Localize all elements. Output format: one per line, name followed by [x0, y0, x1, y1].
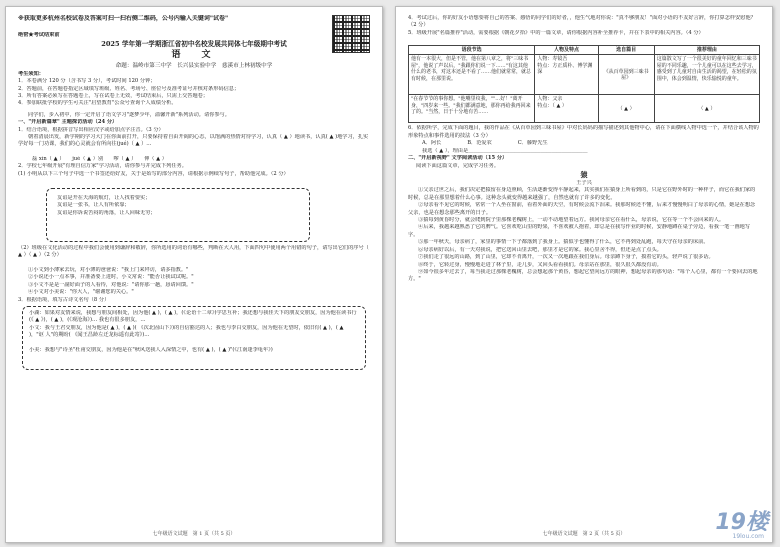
essay-paragraph: ②母亲看不见它的时候，常常一个人坐在窗前，看着外面的天空，有时候会流下泪来。我那时候还不懂，后来才慢慢明白了母亲的心情，她是在想念父亲，也是在想念那些离开的日子。 — [408, 202, 756, 216]
question-2-sub-2: （2）班级在文化活动的过程中我们会使用到谦辞和敬辞，你所选用的词语有哪些，判断在大人用，下面四句中使用两个用错的句子，请写出它们的序号（ ▲ ）（ ▲ ）（2 分） — [18, 244, 369, 259]
recommend-table — [408, 45, 760, 123]
exam-page-1 — [5, 6, 383, 543]
page-1-content — [18, 15, 370, 524]
question-2-item: ①小文到小薄家去玩，对小薄的爸爸说："我上门来拜访，请多指教。" — [28, 266, 189, 273]
table-cell-person: 人物：寿镜吾 特点：方正质朴、博学渊深 — [535, 55, 598, 95]
table-cell-source: （ ▲ ） — [598, 95, 654, 123]
qr-code — [332, 15, 370, 53]
question-1-blanks: 磊 xìn（ ▲ ） jué（ ▲ ）别 啰（ ▲ ） 伸（ ▲ ） — [32, 156, 167, 163]
page-2-footer: 七年级语文试题 第 2 页（共 5 页） — [542, 531, 626, 537]
exam-page-2 — [395, 6, 773, 543]
bookmark-line: 友谊是开在天海的航灯，让人找着要实； — [57, 194, 151, 201]
question-2: 2．学校七年级开展"有理自信万家"学习活动，请你参与并完成下列任务。 — [18, 163, 187, 170]
notice-item: 2．答题前，在答题卷指定区域填写班级、姓名、考场号、座位号及准考证号并核对条形码信息； — [18, 85, 240, 92]
essay-paragraph: ⑨如今很多年过去了，每当我走过那棵老槐树，总会想起那个黄昏，想起它望向远方的眼神，想起母亲的那句话："每个人心里，都有一个要回去的地方。" — [408, 268, 758, 283]
exam-title: 2025 学年第一学期浙江省初中名校发展共同体七年级期中考试 — [101, 39, 287, 48]
notice-item: 3．所有答案必须写在答题卷上，写在试卷上无效，考试结束后，只需上交答题卷； — [18, 93, 209, 100]
table-header-row — [409, 46, 760, 55]
table-cell-reason: 这篇散文写了一个很美好的童年回忆和三味书屋的不同乐趣，一个儿童可以在这些去学习，感受到了儿童对自由生活的渴望，在轻松的氛围中，体会到温情，快乐愉悦的童年。 — [654, 55, 759, 95]
page-1-footer: 七年级语文试题 第 1 页（共 5 页） — [152, 531, 236, 537]
table-cell-source: 《从百草园到三味书屋》 — [598, 55, 654, 95]
site-watermark: 19楼 — [715, 510, 768, 535]
question-2-item: ②小说还小一点本事，并准备要上进时，小文常说："能否让我试试呢。" — [28, 274, 194, 281]
table-header: 语段节选 — [409, 46, 535, 55]
table-header: 人物及特点 — [535, 46, 598, 55]
question-3: 3．根据语境，填写古诗文名句（8 分） — [18, 296, 110, 303]
poem-line: 小湖：如果对友情来说，我想与朋友间相处，因为他( ▲ )，( ▲ )，(《论语十二章》)学思互补；我还想与我佳天下的朋友交朋友，因为他在读书行(《 ▲ 》)，( ▲ )，(《观沧海》)… 我也有很多朋友，… — [29, 309, 357, 324]
section-2-heading: 二、"开启新视野" 文学阅读活动（15 分） — [408, 155, 508, 162]
section-1-heading: 一、"开启新篇章" 主题探访活动（24 分） — [18, 119, 118, 126]
essay-author: 王子兴 — [576, 180, 592, 187]
essay-title: 猿 — [580, 170, 588, 180]
essay-paragraph: ①父亲过世之后，我们决定把猿留在身边照顾，生活逐渐变得平静起来，其实我们在猿身上所看到的，只是它在野外时的一种样子，而它在我们家的时候，总是在那里想着什么心事。这种念头就变得越来越强了，自然也就有了许多的变化。 — [408, 187, 756, 201]
site-watermark-url: 19lou.com — [732, 533, 764, 540]
essay-body — [408, 187, 760, 437]
section-2-instruction: 阅读下面这篇文章，完成学习任务。 — [416, 162, 500, 169]
subject-title: 语 文 — [171, 49, 217, 60]
table-cell-reason: （ ▲ ） — [654, 95, 759, 123]
confidential-mark: 绝密★考试结束前 — [18, 32, 60, 39]
question-6-options: A．阿长 B．范爱农 C．藤野先生 — [422, 140, 548, 147]
question-6-answer: 我选（ ▲ ），理由是＿＿＿＿＿＿＿＿＿＿＿＿＿＿＿＿＿＿＿＿＿＿＿ — [422, 147, 588, 154]
table-row — [409, 95, 760, 123]
essay-paragraph: ⑧终于，它转过身，慢慢地走进了林子里，走几步，又回头看看我们。母亲站在那里，很久很久都没有动。 — [418, 261, 662, 268]
essay-paragraph: ④后来，我越来越熟悉了它的脾气。它喜欢吃山里的野果，不喜欢被人抱着，却总是在我写作业的时候，安静地蹲在桌子旁边，看我一笔一画地写字。 — [408, 224, 751, 238]
poem-box — [22, 306, 366, 370]
question-1: 1．结合语境，根据拼音写出相应汉字或给加点字注音。（3 分） — [18, 126, 164, 133]
essay-paragraph: ⑤那一年秋天，母亲病了，家里的事情一下子都落到了我身上。猿似乎也懂得了什么，它不再到处乱跑，每天守在母亲的床前。 — [418, 239, 709, 246]
bookmark-line: 友谊是一张书，让人有所依靠； — [57, 202, 130, 209]
intro-text: 同学们，步入初中，你一定开启了语文学习"逐梦少年，溢馨开新"系列活动。请你参与。 — [28, 111, 230, 118]
bookmark-box — [46, 188, 310, 242]
essay-paragraph: ⑦我们走了很远的山路，到了山里，它却不肯离开，一次又一次地跟在我们身后。母亲蹲下身子，摸着它的头，轻声说了很多话。 — [418, 254, 714, 261]
question-5: 5．班级开展"名篇推荐"活动，需要根据《朝花夕拾》中的一篇文章，请你根据内容补全推荐卡，并在下表中的相关内容。（4 分） — [408, 30, 704, 36]
notice-item: 4．参加联批学校的学生可关注"启望教育"公众号查询个人成绩分析。 — [18, 100, 177, 107]
poem-line: 小美：我想与"诗圣"杜甫交朋友，因为他是在"秋风送我人入深情之中，也有( ▲ )，( ▲ )"(《江南逢李龟年》) — [29, 346, 273, 353]
page-2-content — [408, 15, 760, 524]
table-cell-excerpt: 他有一本很大，但是不管，他在第八章之，将"三味书屋"，他说了声以后，"我跟你们说一下……"有这其他什么的老书，对这本还是不看了……他们就常常，就总有时候，在那里说。 — [409, 55, 535, 95]
essay-paragraph: ⑥母亲病好以后，有一天对我说，把它送回山里去吧，那里才是它的家。我心里舍不得，但还是点了点头。 — [418, 246, 662, 253]
table-cell-excerpt: "在春节节的事你想。"他嘴里纹我，""…好！"离开身，"四岁来一些。"我们都满意地，那你再给我再回来了的。"当然，日于十分地有苦…… — [409, 95, 535, 123]
table-cell-person: 人物：父亲 特点：（ ▲ ） — [535, 95, 598, 123]
question-4: 4．考试过后，你的好友小语想要将自己的答案、感悟的同学们的好者，，他生气地对你说："真不够朋友！"面对小语的不友好言辞，你打算怎样安慰他？（2 分） — [408, 15, 756, 29]
question-6: 6．依据所学，完成下面的题目，我的作品在《从百草园到三味书屋》中对长妈妈的描写描述到其他物中心，请在下面横线人物中选一个，并结合该人物的形象特点和事件选用的技法（3 分） — [408, 125, 759, 139]
notice-title: 考生须知： — [18, 70, 44, 77]
notice-item: 1．本卷满分 120 分（含书写 3 分），考试时间 120 分钟； — [18, 78, 156, 85]
poem-line: 小文：我与王君交朋友，因为他是( ▲ )，( ▲ )( 《次北固山下》)的自信豁达的人；我也与李白交朋友，因为他在无望时，依旧有( ▲ )，( ▲ )，"讴 人"的期盼( 《闻王昌龄左迁龙标遥有此寄》)… — [29, 324, 344, 339]
question-1-text: 朝着清晨出发，新学期的学习大门在你面前打开，只要保持着自由开阔的心态，以饱满的热情对待学习，认真（ ▲ ）地读书，认真( ▲ )地学习，扎实学好每一门功课，我们的心灵就会有所向往(jué)（ ▲ ）… — [18, 134, 369, 148]
table-header: 选自篇目 — [598, 46, 654, 55]
table-row — [409, 55, 760, 95]
question-2-sub-1: (1) 小明从以下三个句子中选一个书签还给好友，关于是始写的部分内容，请根据示例续写句子，帮助他完成。（2 分） — [18, 170, 289, 177]
setters-line: 命题：温岭市第三中学 长兴县实验中学 慈溪市上林初级中学 — [115, 62, 273, 69]
promo-banner: ※获取更多杭州名校试卷及答案可扫一扫右侧二维码，公号内输入关键词"试卷" — [18, 15, 229, 22]
bookmark-line: 友谊是你诉说苦闷的角落，让人回味无穷； — [57, 209, 156, 216]
table-header: 推荐理由 — [654, 46, 759, 55]
question-2-item: ③小文不是是一副好面子的人看待，对他说："请你那一趟，恳请回馈。" — [28, 281, 194, 288]
essay-paragraph: ③猿每到黄昏时分，就会爬到院子里那棵老槐树上，一动不动地望着远方。我问母亲它在看什么，母亲说，它在等一个不会回来的人。 — [418, 217, 725, 224]
question-2-item: ④小文对小美说："你大人，"谢谢您的关心。" — [28, 289, 134, 296]
